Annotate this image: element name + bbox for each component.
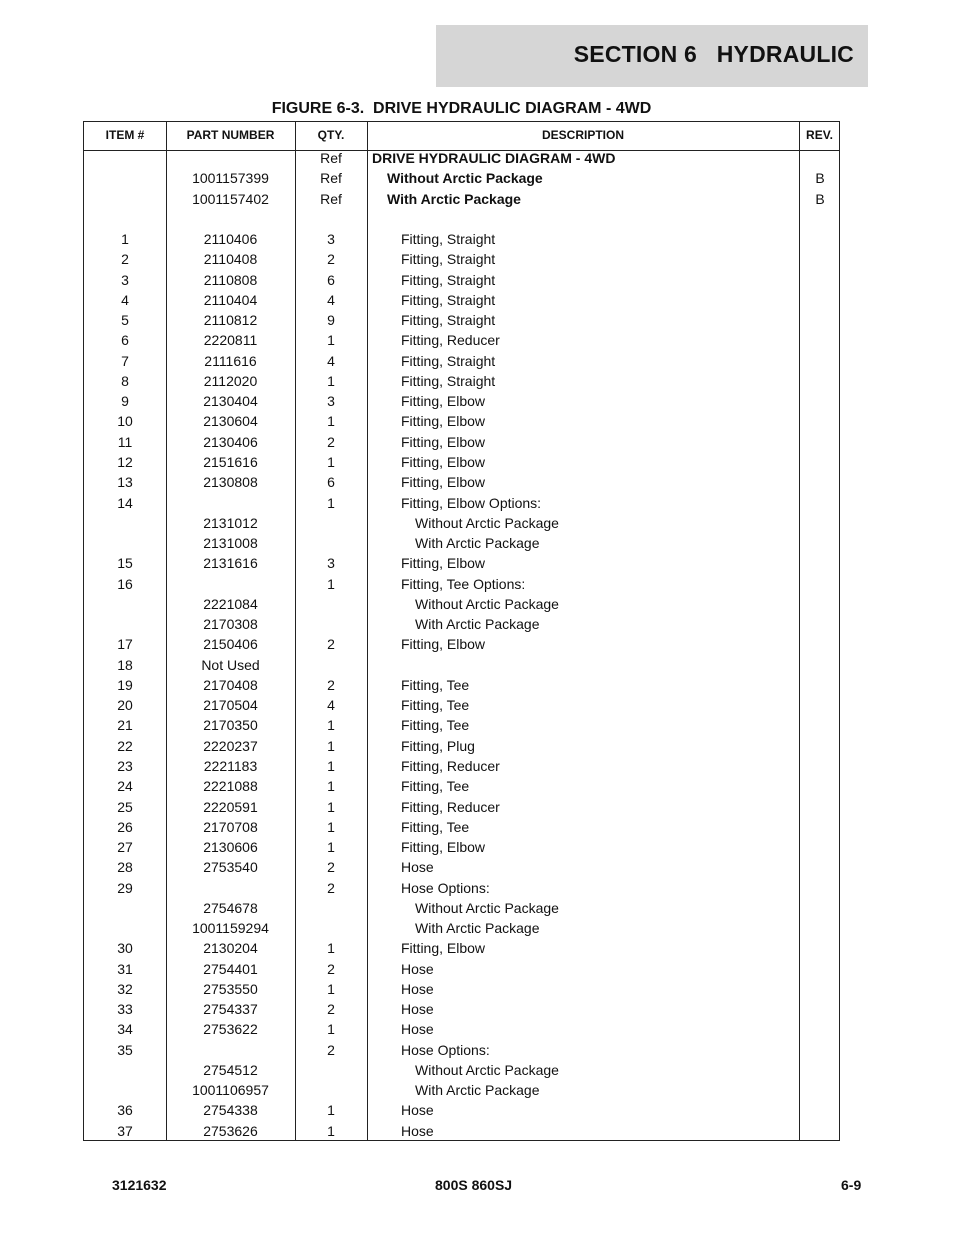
description: Fitting, Elbow <box>401 636 486 653</box>
table-row <box>84 1121 839 1141</box>
description: Fitting, Elbow <box>401 393 486 410</box>
item-number: 4 <box>121 291 129 308</box>
description: Fitting, Reducer <box>401 332 500 349</box>
item-number: 28 <box>117 859 133 876</box>
table-row <box>84 1019 839 1039</box>
column-header-part-number: PART NUMBER <box>186 128 275 142</box>
part-number: 2130604 <box>203 413 258 430</box>
part-number: 2754678 <box>203 899 258 916</box>
quantity: 2 <box>327 859 335 876</box>
part-number: 2112020 <box>203 372 258 389</box>
description: Without Arctic Package <box>387 170 543 187</box>
description: With Arctic Package <box>415 616 540 633</box>
description: Fitting, Reducer <box>401 798 500 815</box>
quantity: Ref <box>320 150 342 166</box>
table-row <box>84 776 839 796</box>
table-row <box>84 351 839 371</box>
table-row <box>84 736 839 756</box>
table-row <box>84 797 839 817</box>
item-number: 1 <box>121 231 129 248</box>
part-number: 2150406 <box>203 636 258 653</box>
table-row <box>84 330 839 350</box>
description: Fitting, Straight <box>401 231 496 248</box>
table-row <box>84 959 839 979</box>
part-number: 2130406 <box>203 433 258 450</box>
item-number: 31 <box>117 960 133 977</box>
quantity: 2 <box>327 251 335 268</box>
table-row <box>84 148 839 168</box>
description: Fitting, Tee <box>401 778 470 795</box>
description: Fitting, Reducer <box>401 757 500 774</box>
part-number: 2753540 <box>203 859 258 876</box>
revision: B <box>815 170 825 187</box>
item-number: 36 <box>117 1102 133 1119</box>
quantity: 4 <box>327 352 335 369</box>
item-number: 11 <box>117 433 133 450</box>
part-number: 2130204 <box>203 940 258 957</box>
item-number: 17 <box>117 636 133 653</box>
table-row <box>84 249 839 269</box>
quantity: 1 <box>327 332 335 349</box>
item-number: 34 <box>117 1021 133 1038</box>
item-number: 3 <box>121 271 129 288</box>
table-row <box>84 655 839 675</box>
description: With Arctic Package <box>415 920 540 937</box>
table-row <box>84 756 839 776</box>
quantity: 3 <box>327 555 335 572</box>
part-number: 2221084 <box>203 595 258 612</box>
item-number: 9 <box>121 393 129 410</box>
item-number: 15 <box>117 555 133 572</box>
table-row <box>84 452 839 472</box>
table-row <box>84 675 839 695</box>
description: Fitting, Straight <box>401 251 496 268</box>
item-number: 6 <box>121 332 129 349</box>
part-number: 2110808 <box>203 271 258 288</box>
description: Hose <box>401 960 434 977</box>
description: Fitting, Tee Options: <box>401 575 526 592</box>
quantity: 1 <box>327 798 335 815</box>
part-number: 2131012 <box>203 514 258 531</box>
table-row <box>84 817 839 837</box>
quantity: 6 <box>327 474 335 491</box>
description: Fitting, Elbow <box>401 413 486 430</box>
part-number: 2111616 <box>204 352 257 369</box>
part-number: 2110406 <box>203 231 258 248</box>
quantity: 3 <box>327 231 335 248</box>
quantity: 1 <box>327 372 335 389</box>
table-row <box>84 634 839 654</box>
quantity: 4 <box>327 697 335 714</box>
quantity: 2 <box>327 960 335 977</box>
description: Fitting, Tee <box>401 717 470 734</box>
description: Fitting, Elbow <box>401 555 486 572</box>
item-number: 5 <box>121 312 129 329</box>
table-row <box>84 938 839 958</box>
item-number: 30 <box>117 940 133 957</box>
description: Fitting, Elbow Options: <box>401 494 542 511</box>
section-banner <box>436 25 868 87</box>
quantity: 2 <box>327 433 335 450</box>
part-number: 2753626 <box>203 1122 258 1139</box>
table-row <box>84 979 839 999</box>
table-row <box>84 918 839 938</box>
quantity: 2 <box>327 879 335 896</box>
description: Hose Options: <box>401 879 490 896</box>
item-number: 2 <box>121 251 129 268</box>
table-row <box>84 999 839 1019</box>
item-number: 23 <box>117 757 133 774</box>
description: Fitting, Elbow <box>401 940 486 957</box>
part-number: 2754401 <box>203 960 258 977</box>
quantity: 1 <box>327 413 335 430</box>
item-number: 16 <box>117 575 133 592</box>
description: Hose <box>401 1021 434 1038</box>
part-number: 2220237 <box>203 737 258 754</box>
table-row <box>84 1060 839 1080</box>
description: DRIVE HYDRAULIC DIAGRAM - 4WD <box>372 150 616 166</box>
item-number: 13 <box>117 474 133 491</box>
item-number: 35 <box>117 1041 133 1058</box>
part-number: 2110404 <box>203 291 258 308</box>
table-row <box>84 574 839 594</box>
quantity: 1 <box>327 980 335 997</box>
item-number: 33 <box>117 1001 133 1018</box>
part-number: 2130606 <box>203 839 258 856</box>
part-number: 2170408 <box>203 676 258 693</box>
table-row <box>84 168 839 188</box>
quantity: 4 <box>327 291 335 308</box>
table-row <box>84 533 839 553</box>
table-row <box>84 1100 839 1120</box>
table-body <box>84 148 839 1141</box>
quantity: 1 <box>327 1122 335 1139</box>
item-number: 8 <box>121 372 129 389</box>
item-number: 27 <box>117 839 133 856</box>
table-row <box>84 857 839 877</box>
description: With Arctic Package <box>415 1082 540 1099</box>
description: Fitting, Straight <box>401 372 496 389</box>
description: Fitting, Plug <box>401 737 475 754</box>
part-number: 2130808 <box>203 474 258 491</box>
part-number: 2754338 <box>203 1102 258 1119</box>
table-row <box>84 391 839 411</box>
part-number: 2131008 <box>203 535 258 552</box>
quantity: Ref <box>320 190 342 207</box>
part-number: 2754512 <box>203 1061 258 1078</box>
item-number: 7 <box>121 352 129 369</box>
item-number: 10 <box>117 413 133 430</box>
description: Without Arctic Package <box>415 595 559 612</box>
description: Hose <box>401 980 434 997</box>
description: Fitting, Elbow <box>401 839 486 856</box>
part-number: 2170308 <box>203 616 258 633</box>
quantity: 2 <box>327 676 335 693</box>
quantity: 1 <box>327 737 335 754</box>
quantity: 1 <box>327 494 335 511</box>
quantity: 6 <box>327 271 335 288</box>
part-number: 2753550 <box>203 980 258 997</box>
description: Without Arctic Package <box>415 1061 559 1078</box>
description: Fitting, Tee <box>401 697 470 714</box>
description: With Arctic Package <box>415 535 540 552</box>
quantity: 1 <box>327 839 335 856</box>
table-row <box>84 837 839 857</box>
quantity: 1 <box>327 1102 335 1119</box>
item-number: 29 <box>117 879 133 896</box>
table-row <box>84 290 839 310</box>
table-row <box>84 1040 839 1060</box>
description: Fitting, Tee <box>401 676 470 693</box>
description: Fitting, Elbow <box>401 453 486 470</box>
description: Fitting, Tee <box>401 818 470 835</box>
table-row <box>84 189 839 209</box>
table-row <box>84 432 839 452</box>
table-row <box>84 878 839 898</box>
revision: B <box>815 190 825 207</box>
description: Hose <box>401 1001 434 1018</box>
table-row <box>84 614 839 634</box>
item-number: 37 <box>117 1122 133 1139</box>
table-header <box>84 122 839 151</box>
part-number: 2110408 <box>203 251 258 268</box>
description: Hose Options: <box>401 1041 490 1058</box>
quantity: 1 <box>327 453 335 470</box>
part-number: 2110812 <box>203 312 258 329</box>
quantity: 2 <box>327 636 335 653</box>
quantity: 1 <box>327 717 335 734</box>
item-number: 12 <box>117 453 133 470</box>
item-number: 26 <box>117 818 133 835</box>
description: Hose <box>401 1102 434 1119</box>
column-header-qty: QTY. <box>317 128 345 142</box>
part-number: 2753622 <box>203 1021 258 1038</box>
description: Without Arctic Package <box>415 514 559 531</box>
table-row <box>84 594 839 614</box>
table-row <box>84 472 839 492</box>
part-number: 2221088 <box>203 778 258 795</box>
quantity: 1 <box>327 778 335 795</box>
quantity: 9 <box>327 312 335 329</box>
part-number: 2221183 <box>203 757 258 774</box>
description: Fitting, Elbow <box>401 474 486 491</box>
description: Without Arctic Package <box>415 899 559 916</box>
table-row <box>84 411 839 431</box>
part-number: 2220811 <box>203 332 258 349</box>
table-row <box>84 1080 839 1100</box>
part-number: 2220591 <box>203 798 258 815</box>
item-number: 25 <box>117 798 133 815</box>
description: With Arctic Package <box>387 190 521 207</box>
quantity: Ref <box>320 170 342 187</box>
table-row <box>84 229 839 249</box>
description: Fitting, Elbow <box>401 433 486 450</box>
quantity: 1 <box>327 1021 335 1038</box>
quantity: 1 <box>327 757 335 774</box>
parts-table <box>83 121 840 1141</box>
table-row <box>84 695 839 715</box>
description: Hose <box>401 859 434 876</box>
table-row <box>84 513 839 533</box>
figure-title: FIGURE 6-3. DRIVE HYDRAULIC DIAGRAM - 4WD <box>271 100 652 117</box>
quantity: 1 <box>327 818 335 835</box>
part-number: 2170708 <box>203 818 258 835</box>
footer-doc-number: 3121632 <box>112 1177 167 1193</box>
column-header-item: ITEM # <box>105 128 145 142</box>
footer-model: 800S 860SJ <box>435 1177 513 1193</box>
part-number: 2151616 <box>203 453 258 470</box>
part-number: 2131616 <box>203 555 258 572</box>
part-number: Not Used <box>201 656 260 673</box>
part-number: 2130404 <box>203 393 258 410</box>
item-number: 20 <box>117 697 133 714</box>
quantity: 2 <box>327 1041 335 1058</box>
part-number: 1001159294 <box>192 920 269 937</box>
section-title: SECTION 6 HYDRAULIC <box>573 41 854 67</box>
description: Fitting, Straight <box>401 291 496 308</box>
item-number: 24 <box>117 778 133 795</box>
quantity: 1 <box>327 940 335 957</box>
column-header-rev: REV. <box>806 128 833 142</box>
table-row <box>84 371 839 391</box>
table-row <box>84 209 839 229</box>
part-number: 1001157399 <box>192 170 269 187</box>
description: Hose <box>401 1122 434 1139</box>
table-row <box>84 310 839 330</box>
part-number: 2170350 <box>203 717 258 734</box>
table-row <box>84 270 839 290</box>
item-number: 21 <box>117 717 133 734</box>
quantity: 1 <box>327 575 335 592</box>
table-row <box>84 715 839 735</box>
quantity: 2 <box>327 1001 335 1018</box>
part-number: 2754337 <box>203 1001 258 1018</box>
part-number: 1001157402 <box>192 190 269 207</box>
description: Fitting, Straight <box>401 271 496 288</box>
description: Fitting, Straight <box>401 312 496 329</box>
item-number: 32 <box>117 980 133 997</box>
item-number: 18 <box>117 656 133 673</box>
table-row <box>84 553 839 573</box>
part-number: 2170504 <box>203 697 258 714</box>
table-row <box>84 898 839 918</box>
quantity: 3 <box>327 393 335 410</box>
footer-page-number: 6-9 <box>841 1177 862 1193</box>
column-header-description: DESCRIPTION <box>541 128 624 142</box>
item-number: 14 <box>117 494 133 511</box>
item-number: 19 <box>117 676 133 693</box>
item-number: 22 <box>117 737 133 754</box>
table-row <box>84 493 839 513</box>
part-number: 1001106957 <box>192 1082 269 1099</box>
description: Fitting, Straight <box>401 352 496 369</box>
